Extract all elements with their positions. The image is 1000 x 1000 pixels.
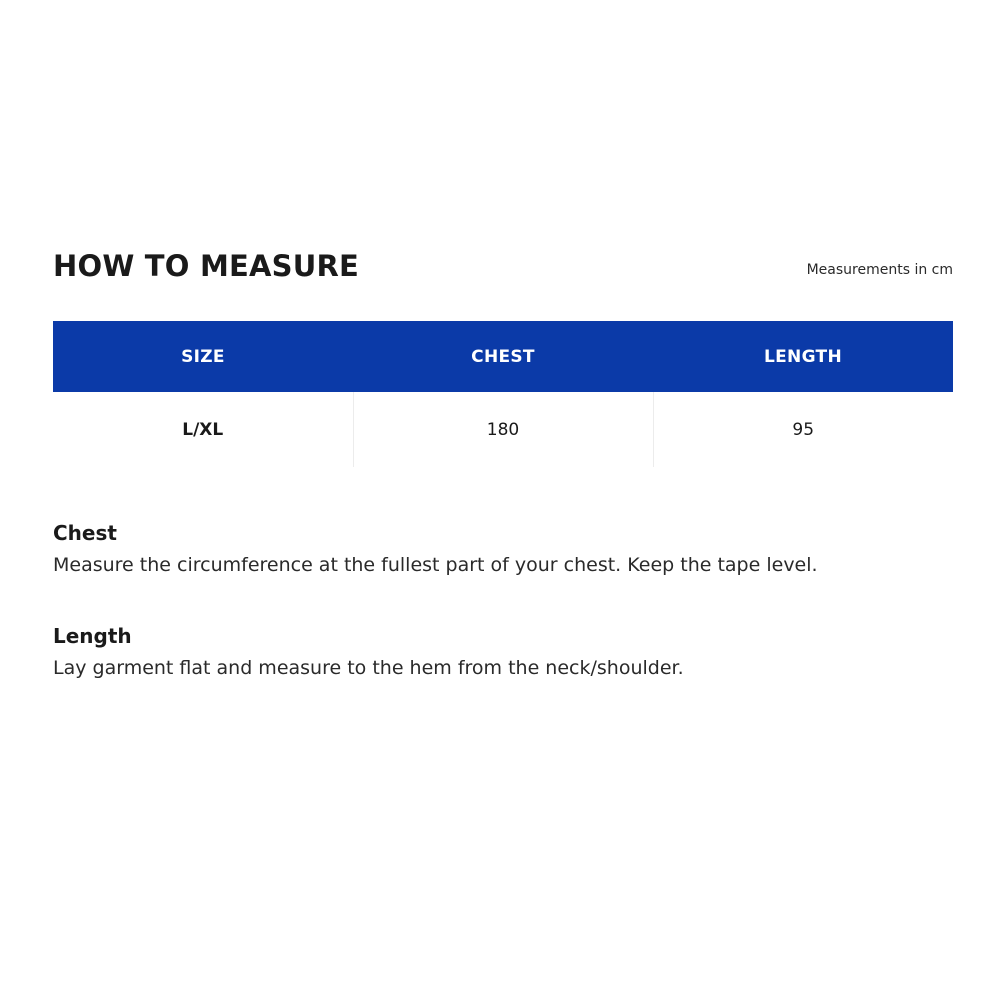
guide-length-title: Length: [53, 624, 132, 648]
cell-size: L/XL: [182, 419, 224, 440]
guide-length: [53, 622, 953, 682]
table-row: [53, 392, 953, 467]
table-header-row: [53, 321, 953, 392]
guide-chest-title: Chest: [53, 521, 117, 545]
guide-chest-text: Measure the circumference at the fullest part of your chest. Keep the tape level.: [53, 554, 818, 576]
units-note: Measurements in cm: [806, 262, 953, 278]
column-header-length: LENGTH: [653, 321, 953, 392]
size-table: [53, 321, 953, 467]
guide-length-text: Lay garment flat and measure to the hem from the neck/shoulder.: [53, 657, 684, 679]
cell-chest: 180: [353, 392, 653, 467]
column-header-size: SIZE: [53, 321, 353, 392]
cell-length: 95: [653, 392, 953, 467]
header-row: [53, 246, 953, 286]
column-header-chest: CHEST: [353, 321, 653, 392]
page-title: HOW TO MEASURE: [53, 249, 360, 283]
guide-chest: [53, 519, 953, 579]
